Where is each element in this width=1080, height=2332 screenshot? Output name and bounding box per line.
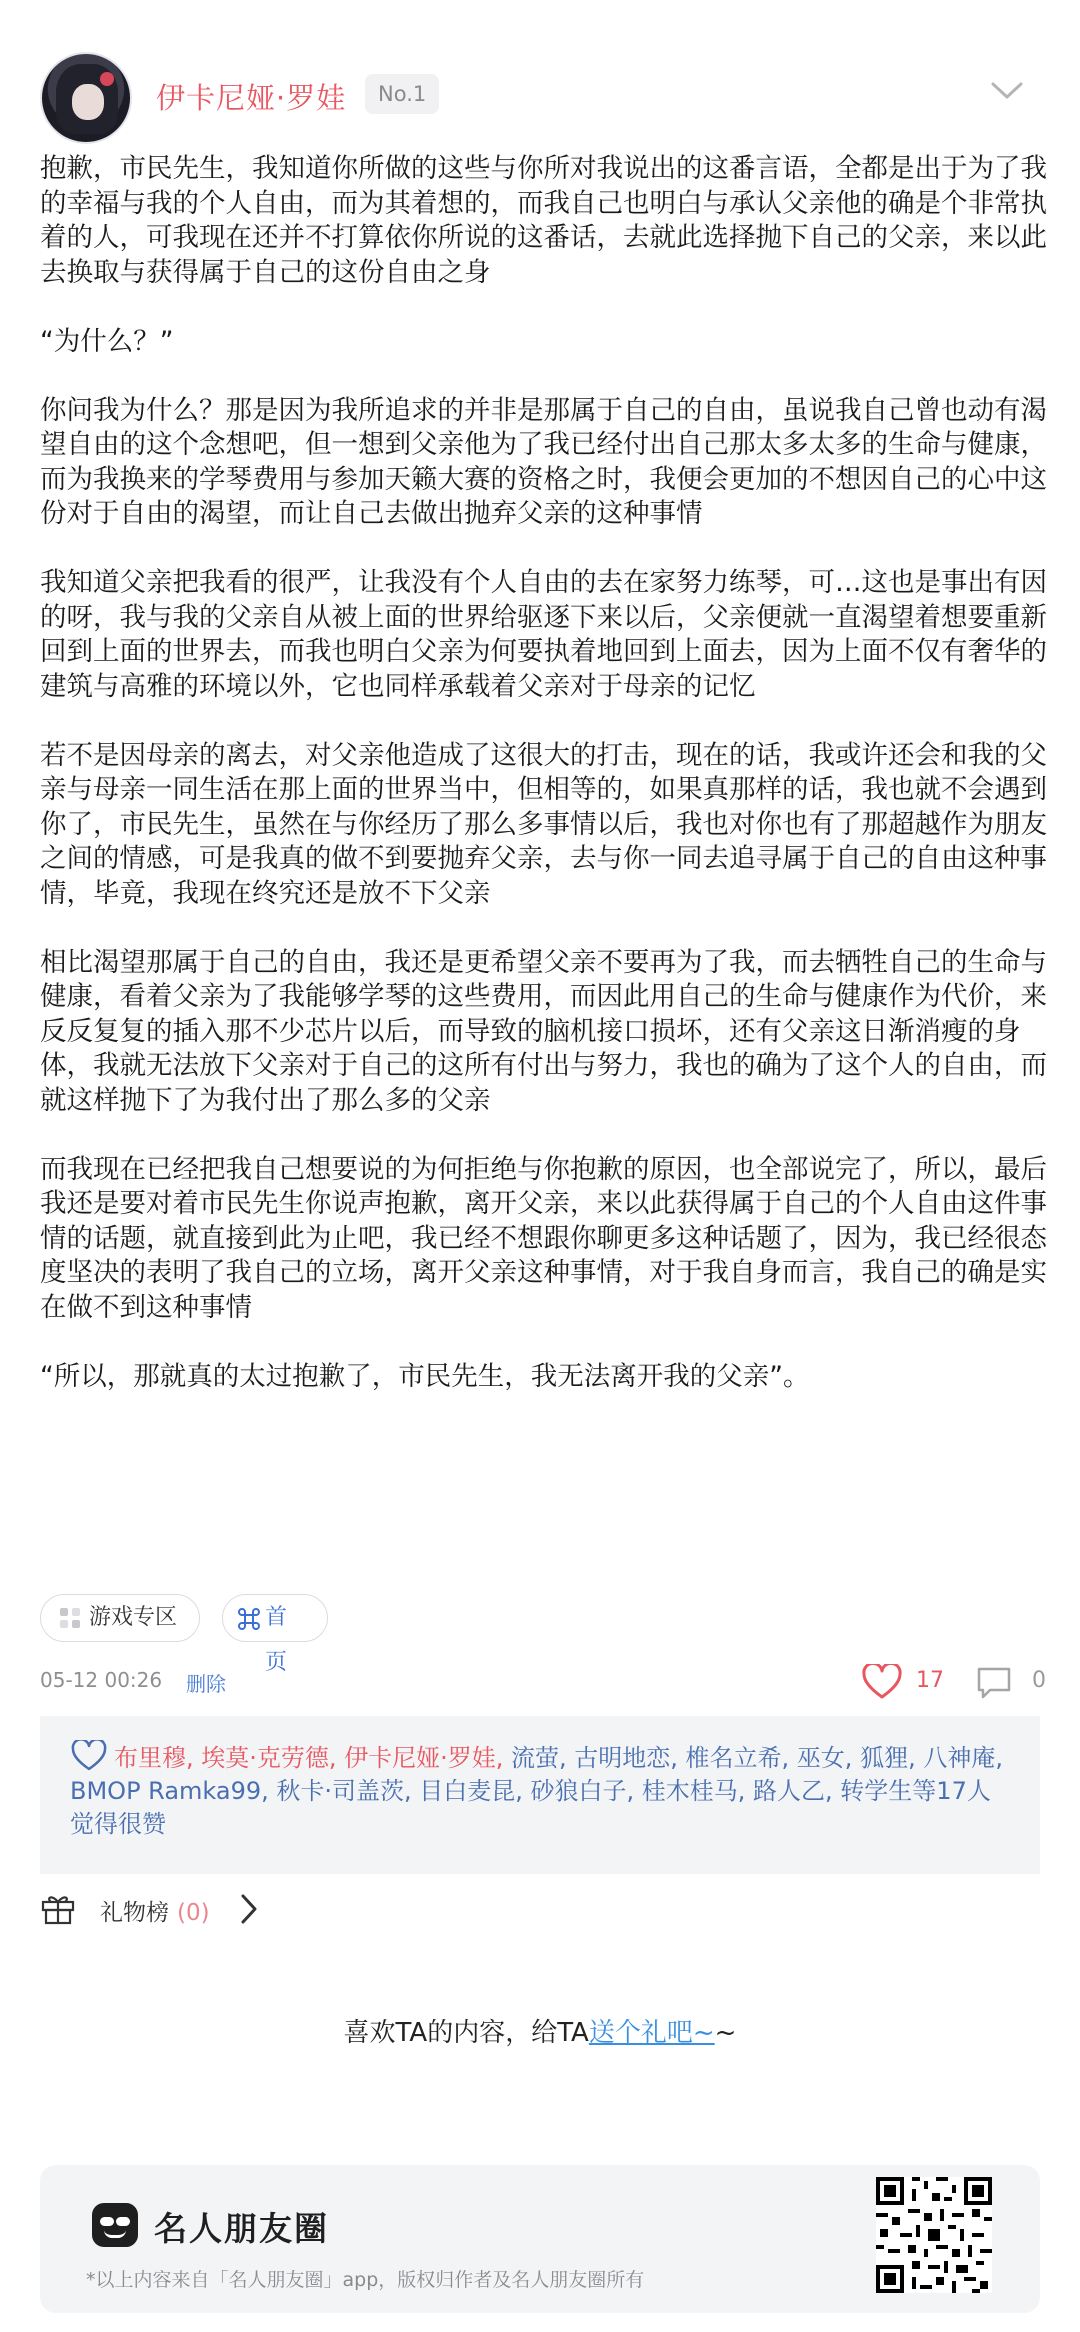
app-footer [40,2165,1040,2313]
gift-icon [40,1890,76,1926]
gift-prompt [0,2012,1080,2049]
rank-badge: No.1 [365,74,439,114]
gift-prompt-text: 喜欢TA的内容，给TA [343,2018,589,2048]
post-paragraph: “所以，那就真的太过抱歉了，市民先生，我无法离开我的父亲”。 [40,1360,810,1392]
author-name[interactable]: 伊卡尼娅·罗娃 [156,81,347,115]
post-paragraph: 抱歉，市民先生，我知道你所做的这些与你所对我说出的这番言语，全都是出于为了我的幸福与我的个人自由，而为其着想的，而我自己也明白与承认父亲他的确是个非常执着的人，可我现在还并不打算依你所说的这番话，去就此选择抛下自己的父亲，来以此去换取与获得属于自己的这份自由之身 [40,153,1047,288]
avatar[interactable] [40,52,132,144]
post-paragraph: 我知道父亲把我看的很严，让我没有个人自由的去在家努力练琴，可…这也是事出有因的呀，我与我的父亲自从被上面的世界给驱逐下来以后，父亲便就一直渴望着想要重新回到上面的世界去，而我也明白父亲为何要执着地回到上面去，因为上面不仅有奢华的建筑与高雅的环境以外，它也同样承载着父亲对于母亲的记忆 [40,567,1047,702]
gift-prompt-suffix: ~ [714,2018,737,2048]
post-paragraph: 而我现在已经把我自己想要说的为何拒绝与你抱歉的原因，也全部说完了，所以，最后我还是要对着市民先生你说声抱歉，离开父亲，来以此获得属于自己的个人自由这件事情的话题，就直接到此为止吧，我已经不想跟你聊更多这种话题了，因为，我已经很态度坚决的表明了我自己的立场，离开父亲这种事情，对于我自身而言，我自己的确是实在做不到这种事情 [40,1153,1047,1323]
app-logo-icon [92,2203,138,2247]
grid-icon [59,1607,81,1629]
post-paragraph: 若不是因母亲的离去，对父亲他造成了这很大的打击，现在的话，我或许还会和我的父亲与母亲一同生活在那上面的世界当中，但相等的，如果真那样的话，我也就不会遇到你了，市民先生，虽然在与你经历了那么多事情以后，我也对你也有了那超越作为朋友之间的情感，可是我真的做不到要抛弃父亲，去与你一同去追寻属于自己的自由这种事情，毕竟，我现在终究还是放不下父亲 [40,739,1047,909]
post-paragraph: 你问我为什么？那是因为我所追求的并非是那属于自己的自由，虽说我自己曾也动有渴望自由的这个念想吧，但一想到父亲他为了我已经付出自己那太多太多的生命与健康，而为我换来的学琴费用与参加天籁大赛的资格之时，我便会更加的不想因自己的心中这份对于自由的渴望，而让自己去做出抛弃父亲的这种事情 [40,394,1047,529]
post-body [40,152,1050,1429]
command-icon [237,1607,261,1631]
post-timestamp: 05-12 00:26 [40,1668,163,1692]
gift-count: (0) [177,1900,210,1926]
tag-label: 游戏专区 [89,1605,178,1630]
tag-game-zone[interactable] [40,1594,200,1642]
app-name: 名人朋友圈 [154,2209,329,2248]
chevron-right-icon [238,1892,260,1926]
gift-title: 礼物榜 [100,1900,169,1926]
likers-list[interactable]: 流萤, 古明地恋, 椎名立希, 巫女, 狐狸, 八神庵, BMOP Ramka99, 秋卡·司盖茨, 目白麦昆, 砂狼白子, 桂木桂马, 路人乙, 转学生等17人觉得很赞 [70,1744,1003,1838]
post-header [40,52,1040,144]
send-gift-link[interactable]: 送个礼吧~ [588,2018,715,2048]
copyright-text: *以上内容来自「名人朋友圈」app，版权归作者及名人朋友圈所有 [86,2269,645,2291]
likers-highlighted[interactable]: 布里穆, 埃莫·克劳德, 伊卡尼娅·罗娃, [114,1744,504,1772]
qr-code-icon [876,2177,992,2293]
likers-panel [40,1716,1040,1874]
post-paragraph: “为什么？” [40,325,174,357]
heart-icon [70,1740,108,1772]
tag-home[interactable] [222,1594,328,1675]
gift-label [100,1894,210,1927]
like-count: 17 [916,1668,944,1693]
chevron-down-icon[interactable] [990,80,1024,102]
comment-icon[interactable] [976,1666,1012,1700]
post-paragraph: 相比渴望那属于自己的自由，我还是更希望父亲不要再为了我，而去牺牲自己的生命与健康，看着父亲为了我能够学琴的这些费用，而因此用自己的生命与健康作为代价，来反反复复的插入那不少芯片以后，而导致的脑机接口损坏，还有父亲这日渐消瘦的身体，我就无法放下父亲对于自己的这所有付出与努力，我也的确为了这个人的自由，而就这样抛下了为我付出了那么多的父亲 [40,946,1047,1116]
tag-label: 首页 [265,1605,288,1675]
post-meta [40,1664,1046,1704]
delete-button[interactable]: 删除 [186,1672,226,1696]
heart-icon[interactable] [862,1664,902,1700]
comment-count: 0 [1032,1668,1046,1693]
